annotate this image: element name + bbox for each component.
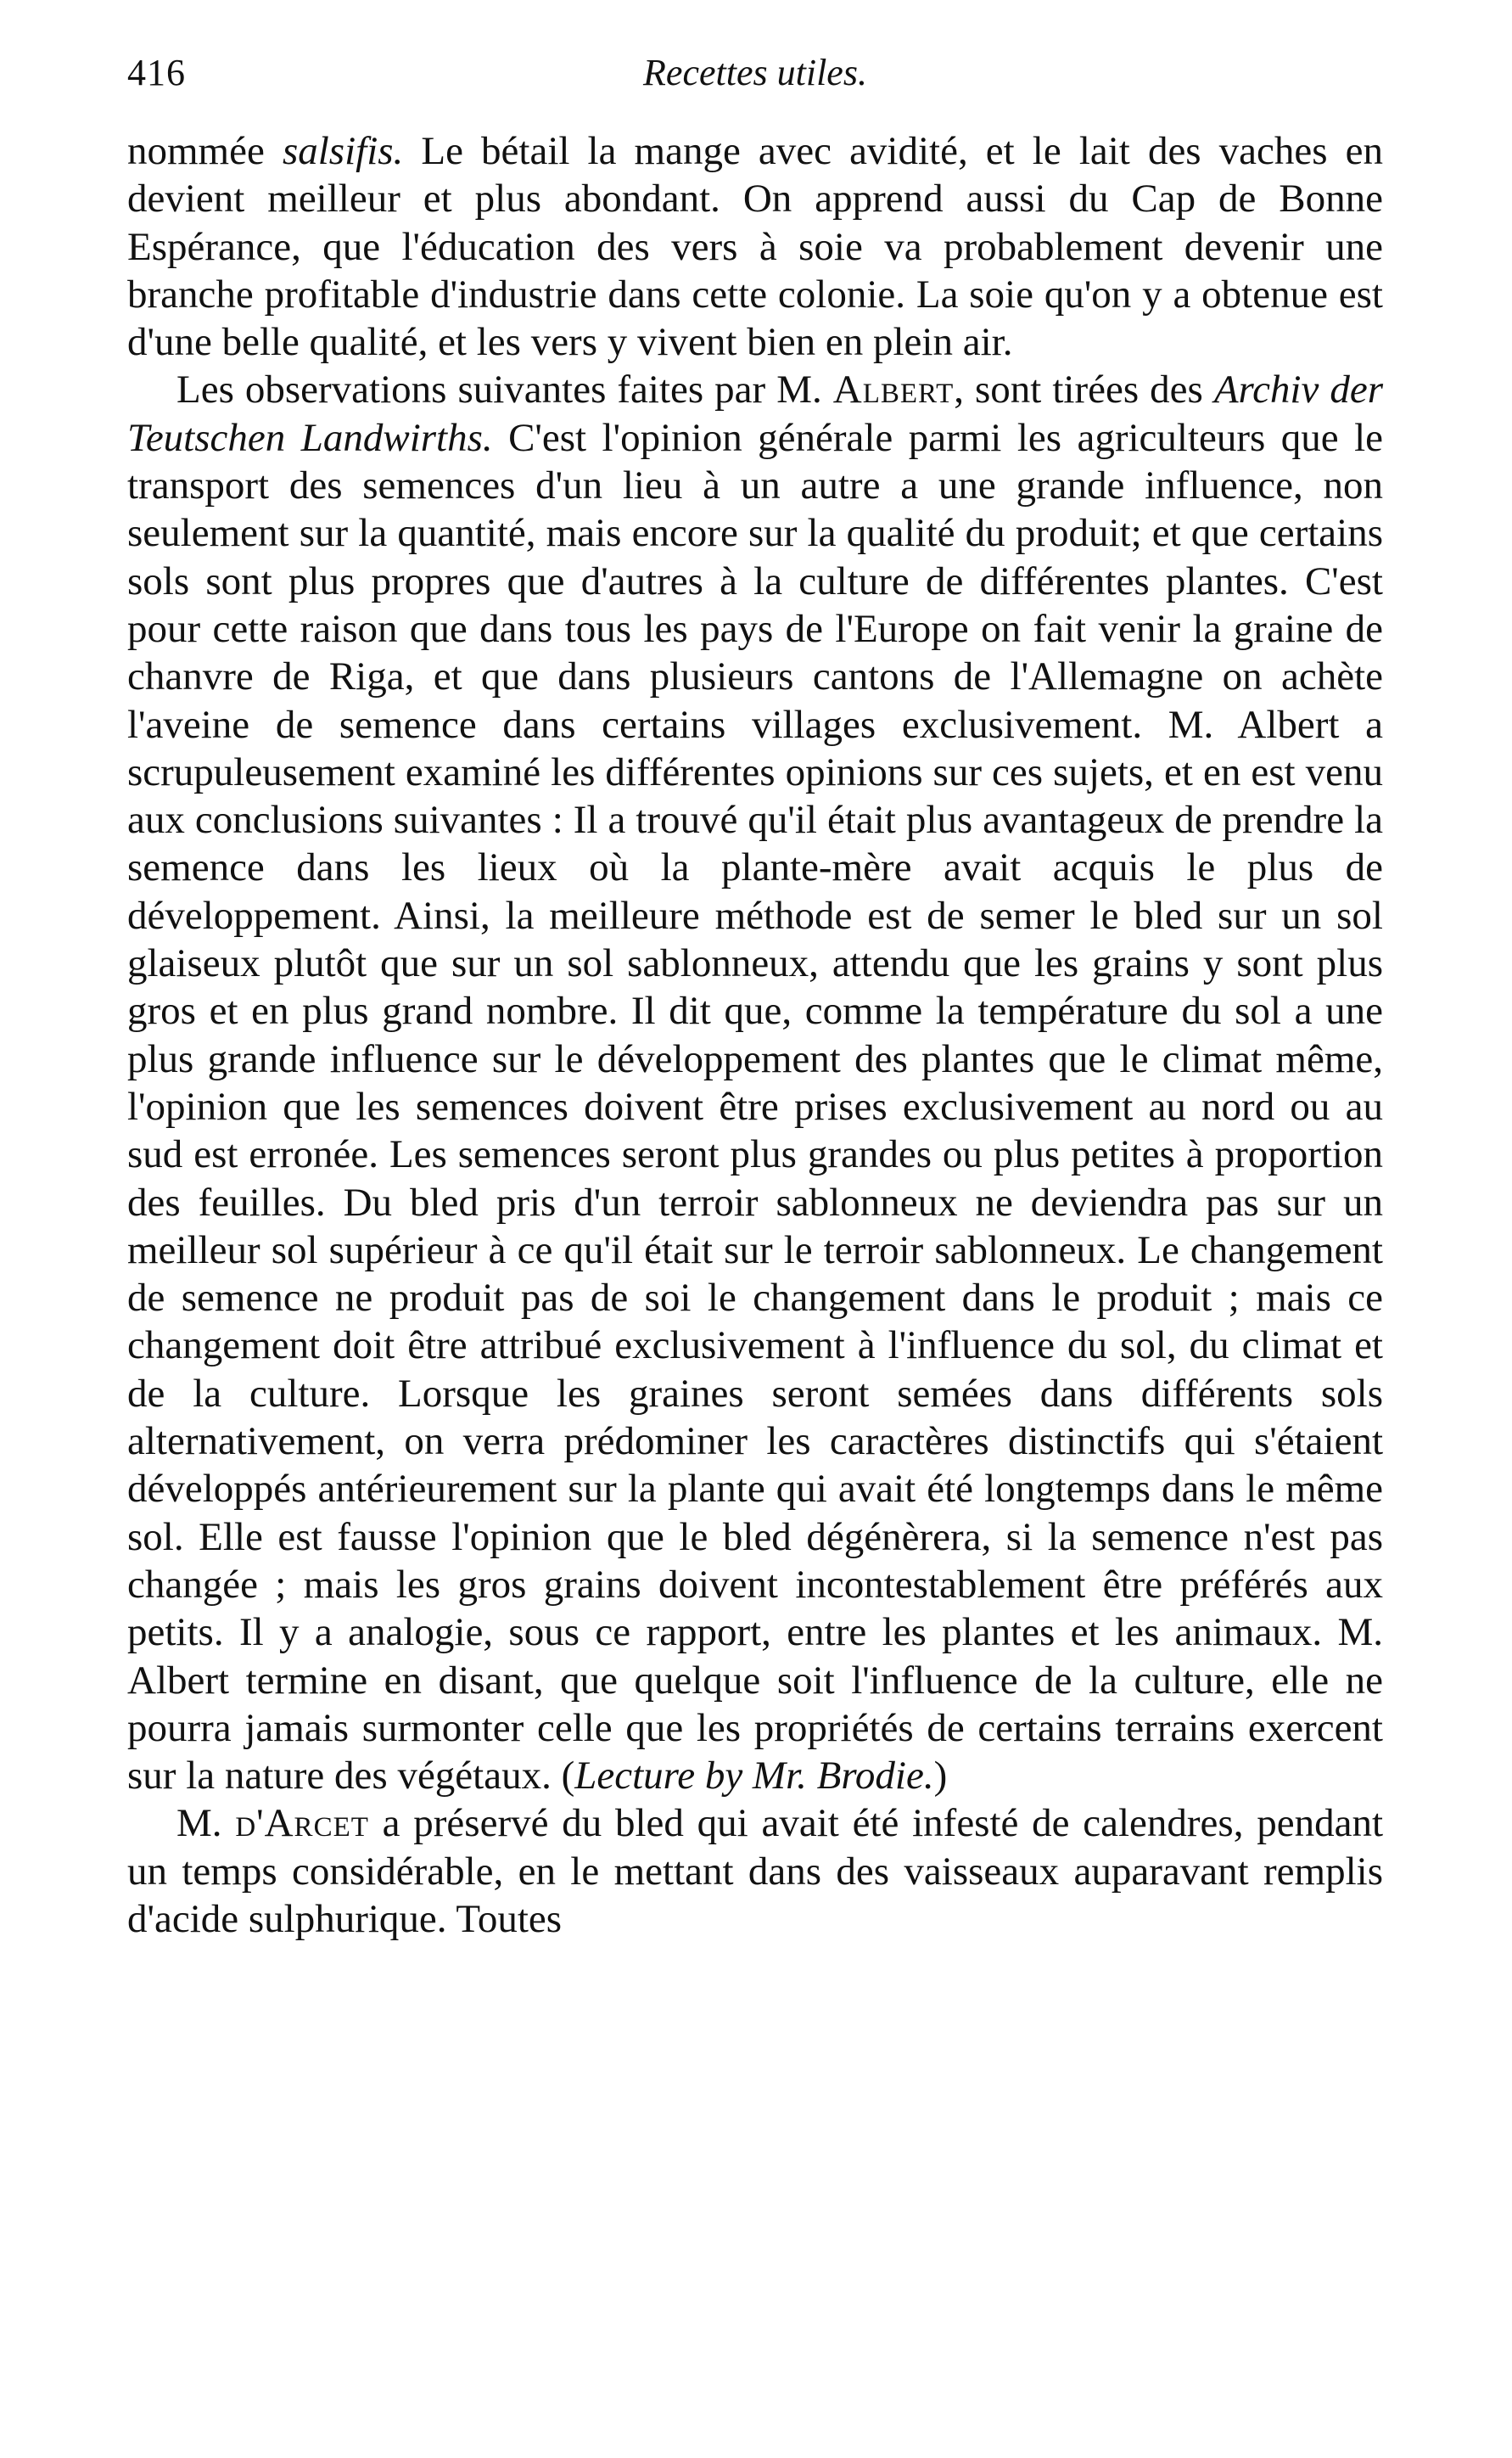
book-page xyxy=(127,51,1383,1943)
page-number: 416 xyxy=(127,52,186,93)
smallcaps-name-darcet: d'Arcet xyxy=(235,1801,369,1846)
italic-citation: Lecture by Mr. Brodie. xyxy=(574,1754,934,1799)
paragraph-albert-observations xyxy=(127,366,1383,1799)
text-run: nommée xyxy=(127,129,283,173)
text-run: ) xyxy=(933,1754,948,1799)
text-run: Les observations suivantes faites par M. xyxy=(176,368,833,412)
paragraph-salsifis xyxy=(127,127,1383,366)
body-text xyxy=(127,127,1383,1943)
italic-source-title: Archiv der Teutschen Landwirths. xyxy=(127,368,1384,460)
text-run: , sont tirées des xyxy=(954,368,1214,412)
running-title: Recettes utiles. xyxy=(643,52,867,93)
text-run: M. xyxy=(176,1801,236,1846)
paragraph-darcet xyxy=(127,1799,1383,1943)
text-run: Le bétail la mange avec avidité, et le lait des vaches en devient meilleur et plus abondant. On apprend aussi du Cap de Bonne Espérance, que l'éducation des vers à soie va probablement devenir une branche profitable d'industrie dans cette colonie. La soie qu'on y a obtenue est d'une belle qualité, et les vers y vivent bien en plein air. xyxy=(127,129,1384,365)
text-run: C'est l'opinion générale parmi les agriculteurs que le transport des semences d'un lieu à un autre a une grande influence, non seulement sur la quantité, mais encore sur la qualité du produit; et que certains sols sont plus propres que d'autres à la culture de différentes plantes. C'est pour cette raison que dans tous les pays de l'Europe on fait venir la graine de chanvre de Riga, et que dans plusieurs cantons de l'Allemagne on achète l'aveine de semence dans certains villages exclusivement. M. Albert a scrupuleusement examiné les différentes opinions sur ces sujets, et en est venu aux conclusions suivantes : Il a trouvé qu'il était plus avantageux de prendre la semence dans les lieux où la plante-mère avait acquis le plus de développement. Ainsi, la meilleure méthode est de semer le bled sur un sol glaiseux plutôt que sur un sol sablonneux, attendu que les grains y sont plus gros et en plus grand nombre. Il dit que, comme la température du sol a une plus grande influence sur le développement des plantes que le climat même, l'opinion que les semences doivent être prises exclusivement au nord ou au sud est erronée. Les semences seront plus grandes ou plus petites à proportion des feuilles. Du bled pris d'un terroir sablonneux ne deviendra pas sur un meilleur sol supérieur à ce qu'il était sur le terroir sablonneux. Le changement de semence ne produit pas de soi le changement dans le produit ; mais ce changement doit être attribué exclusivement à l'influence du sol, du climat et de la culture. Lorsque les graines seront semées dans différents sols alternativement, on verra prédominer les caractères distinctifs qui s'étaient développés antérieurement sur la plante qui avait été longtemps dans le même sol. Elle est fausse l'opinion que le bled dégénèrera, si la semence n'est pas changée ; mais les gros grains doivent incontestablement être préférés aux petits. Il y a analogie, sous ce rapport, entre les plantes et les animaux. M. Albert termine en disant, que quelque soit l'influence de la culture, elle ne pourra jamais surmonter celle que les propriétés de certains terrains exercent sur la nature des végétaux. ( xyxy=(127,415,1383,1799)
italic-word-salsifis: salsifis. xyxy=(282,129,404,173)
running-head xyxy=(127,51,1383,127)
text-run: a préservé du bled qui avait été infesté de calendres, pendant un temps considérable, en le mettant dans des vaisseaux auparavant remplis d'acide sulphurique. Toutes xyxy=(127,1801,1384,1941)
smallcaps-name-albert: Albert xyxy=(832,368,955,412)
